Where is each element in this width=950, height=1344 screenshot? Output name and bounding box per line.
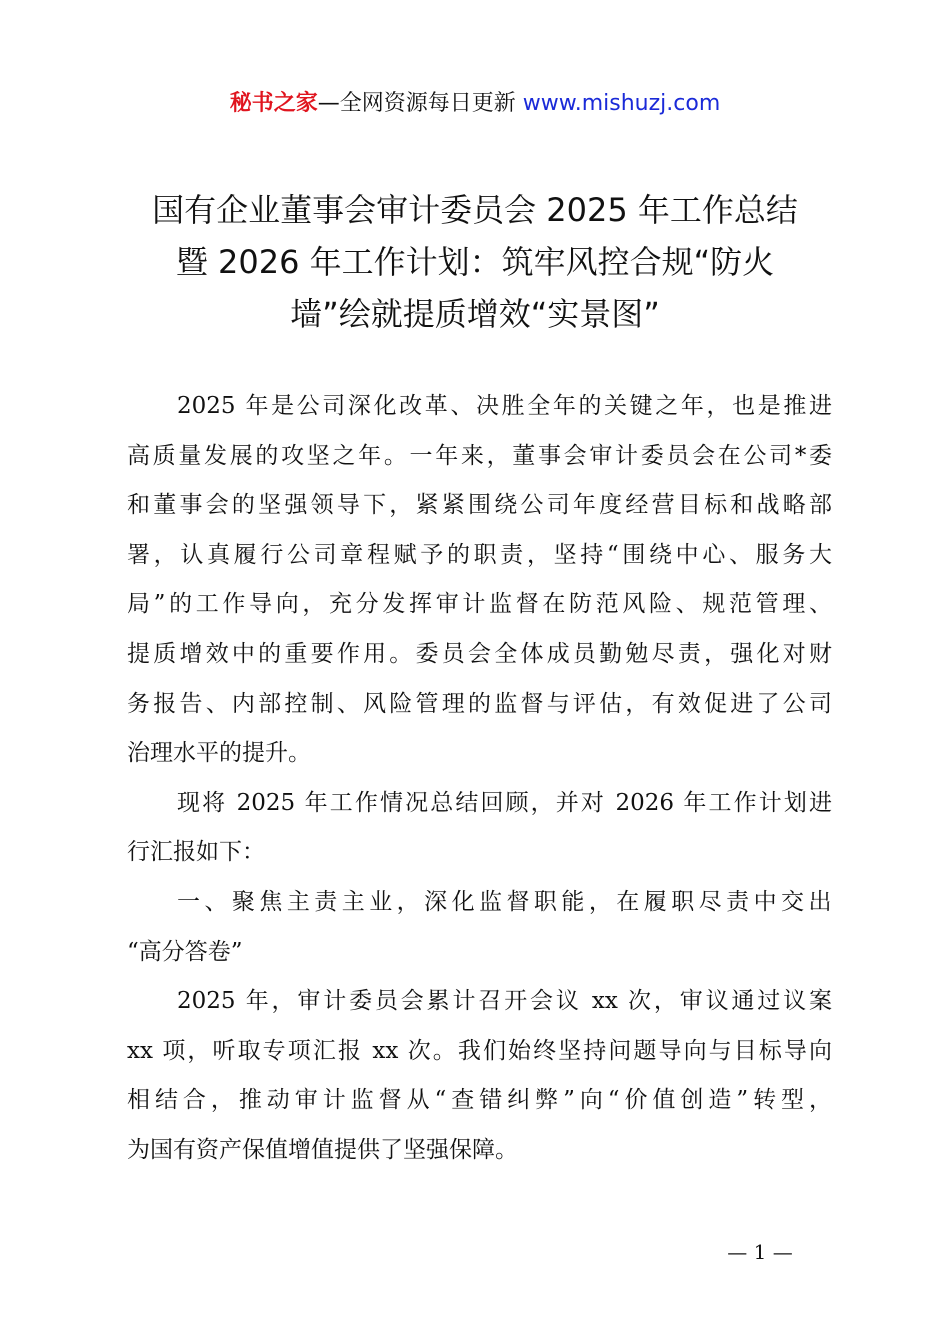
- title-line: 暨 2026 年工作计划：筑牢风控合规“防火: [175, 243, 775, 281]
- document-title: [120, 184, 830, 340]
- paragraph-line: 2025 年是公司深化改革、决胜全年的关键之年，也是推进: [177, 393, 832, 419]
- paragraph-line: 2025 年，审计委员会累计召开会议 xx 次，审议通过议案: [177, 988, 832, 1015]
- paragraph-line: 务报告、内部控制、风险管理的监督与评估，有效促进了公司: [127, 690, 832, 717]
- site-url[interactable]: www.mishuzj.com: [522, 91, 721, 116]
- paragraph-line: 治理水平的提升。: [127, 740, 311, 767]
- section-heading-line: 一、聚焦主责主业，深化监督职能，在履职尽责中交出: [177, 888, 832, 915]
- site-header: [0, 86, 950, 122]
- paragraph-line: 局”的工作导向，充分发挥审计监督在防范风险、规范管理、: [127, 591, 832, 618]
- paragraph-line: 提质增效中的重要作用。委员会全体成员勤勉尽责，强化对财: [127, 640, 832, 667]
- title-line: 墙”绘就提质增效“实景图”: [290, 295, 660, 333]
- header-tagline: —全网资源每日更新: [317, 91, 523, 116]
- title-line: 国有企业董事会审计委员会 2025 年工作总结: [152, 191, 798, 229]
- brand-name: 秘书之家: [229, 91, 318, 116]
- paragraph-line: 为国有资产保值增值提供了坚强保障。: [127, 1136, 518, 1163]
- paragraph-line: 相结合，推动审计监督从“查错纠弊”向“价值创造”转型，: [127, 1087, 832, 1114]
- paragraph-line: xx 项，听取专项汇报 xx 次。我们始终坚持问题导向与目标导向: [127, 1037, 832, 1064]
- paragraph-line: 和董事会的坚强领导下，紧紧围绕公司年度经营目标和战略部: [127, 492, 832, 519]
- paragraph-line: 现将 2025 年工作情况总结回顾，并对 2026 年工作计划进: [177, 789, 832, 816]
- page-number: — 1 —: [727, 1240, 793, 1264]
- paragraph-line: 署，认真履行公司章程赋予的职责，坚持“围绕中心、服务大: [127, 541, 832, 568]
- section-heading-line: “高分答卷”: [127, 938, 243, 965]
- paragraph-line: 高质量发展的攻坚之年。一年来，董事会审计委员会在公司*委: [127, 442, 832, 469]
- paragraph-line: 行汇报如下：: [127, 839, 265, 866]
- document-body: [127, 382, 832, 1176]
